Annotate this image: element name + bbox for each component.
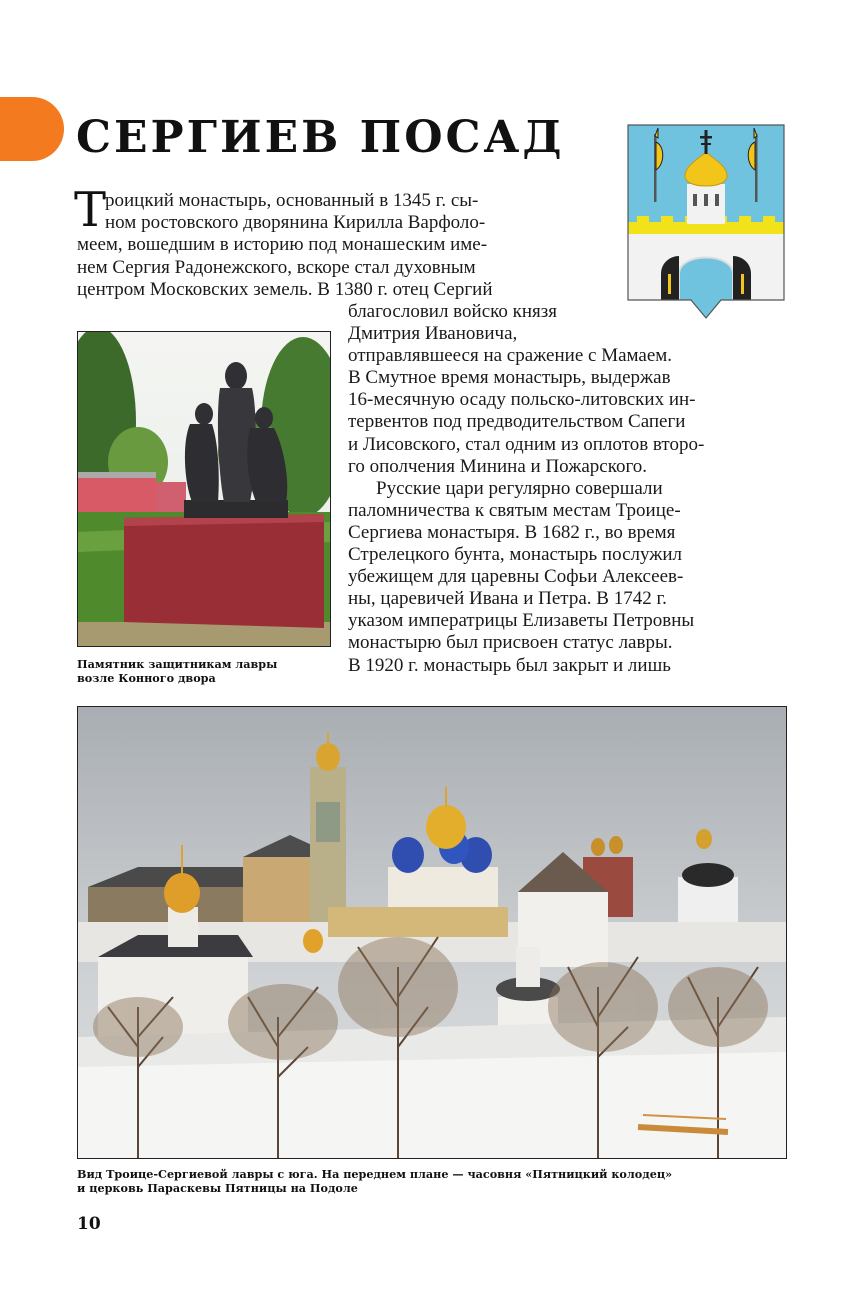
text-line: Сергиева монастыря. В 1682 г., во время [348,521,676,543]
text-line: тервентов под предводительством Сапеги [348,411,686,433]
page-number: 10 [77,1214,101,1234]
text-line: благословил войско князя [348,301,558,322]
text-line: В 1920 г. монастырь был закрыт и лишь [348,654,671,676]
lavra-caption [77,1167,797,1195]
text-line: монастырю был присвоен статус лавры. [348,632,673,654]
text-line: ном ростовского дворянина Кирилла Варфоло- [105,212,486,234]
text-line: роицкий монастырь, основанный в 1345 г. сы- [105,190,479,211]
caption-line: Памятник защитникам лавры [77,657,278,671]
coat-of-arms-icon [627,124,785,320]
lavra-photo [77,706,787,1159]
column-text [348,301,788,677]
text-line: Стрелецкого бунта, монастырь послужил [348,544,683,566]
page-title: СЕРГИЕВ ПОСАД [76,112,565,163]
intro-paragraph [77,190,617,301]
caption-line: Вид Троице-Сергиевой лавры с юга. На переднем плане — часовня «Пятницкий колодец» [77,1167,673,1181]
text-line: В Смутное время монастырь, выдержав [348,367,671,389]
text-line: Дмитрия Ивановича, [348,323,518,345]
text-line: указом императрицы Елизаветы Петровны [348,610,695,632]
text-line: меем, вошедшим в историю под монашеским име- [77,234,488,256]
text-line: и Лисовского, стал одним из оплотов второ- [348,433,705,455]
caption-line: и церковь Параскевы Пятницы на Подоле [77,1181,358,1195]
text-line: Русские цари регулярно совершали [376,477,663,499]
text-line: убежищем для царевны Софьи Алексеев- [348,566,684,588]
text-line: паломничества к святым местам Троице- [348,499,681,521]
chapter-tab [0,97,64,161]
drop-cap: Т [74,182,107,238]
text-line: нем Сергия Радонежского, вскоре стал духовным [77,256,476,278]
text-line: ны, царевичей Ивана и Петра. В 1742 г. [348,588,667,610]
text-line: центром Московских земель. В 1380 г. отец Сергий [77,278,493,300]
caption-line: возле Конного двора [77,671,216,685]
text-line: отправлявшееся на сражение с Мамаем. [348,345,673,367]
text-line: 16-месячную осаду польско-литовских ин- [348,389,696,411]
monument-photo [77,331,331,647]
text-line: го ополчения Минина и Пожарского. [348,455,648,477]
monument-caption [77,657,337,685]
